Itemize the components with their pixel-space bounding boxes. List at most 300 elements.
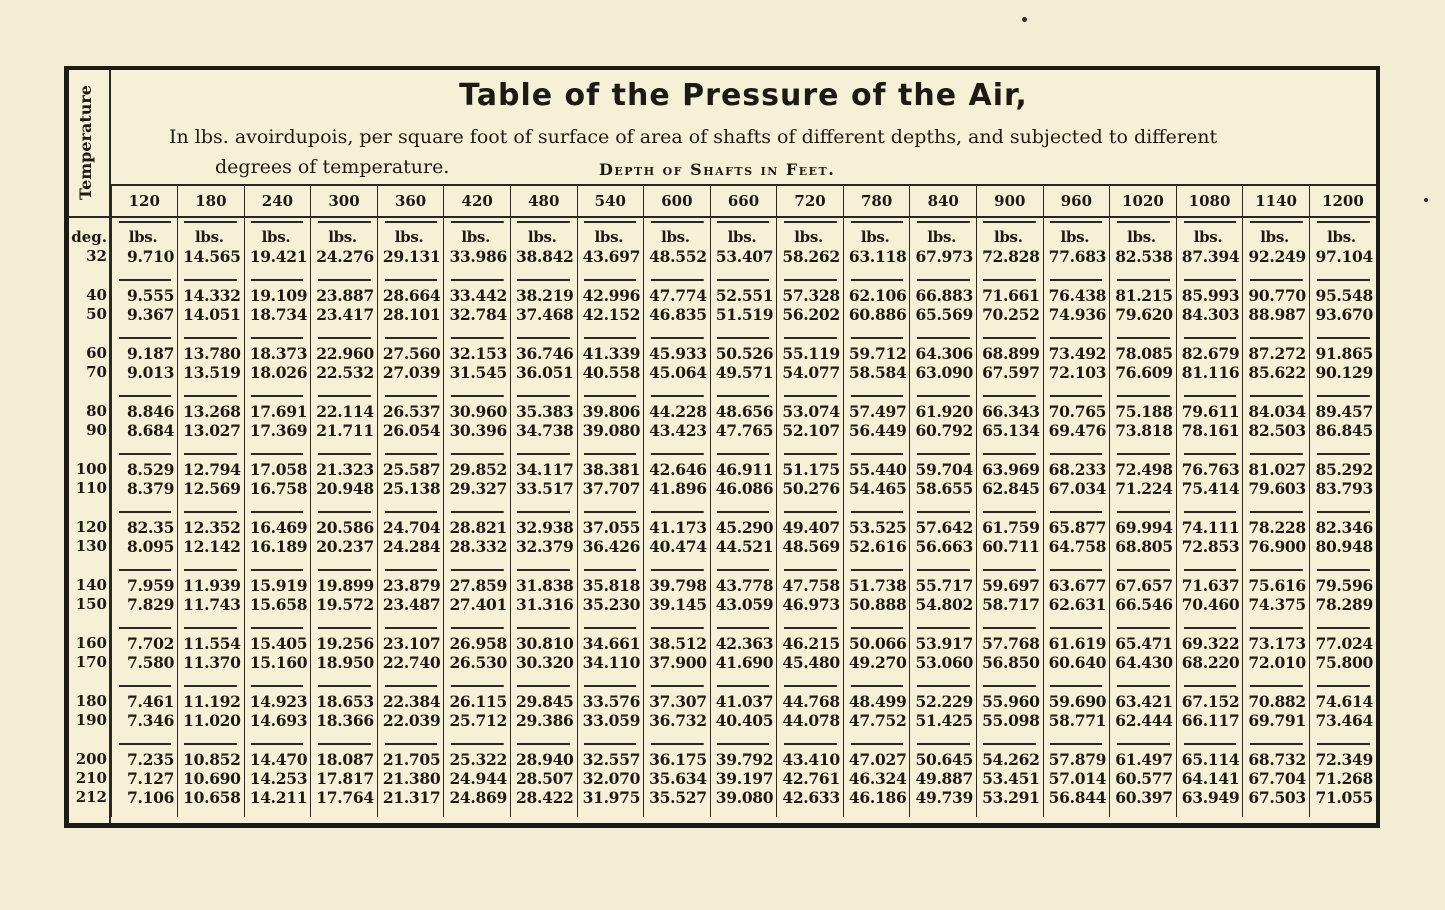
pressure-cell: 10.852 xyxy=(178,740,245,769)
pressure-cell: 60.886 xyxy=(843,305,910,334)
pressure-cell: 21.380 xyxy=(377,769,444,788)
pressure-cell: 11.370 xyxy=(178,653,245,682)
pressure-cell: 49.887 xyxy=(910,769,977,788)
pressure-cell: 34.738 xyxy=(510,421,577,450)
pressure-cell: 61.920 xyxy=(910,392,977,421)
pressure-cell: 18.087 xyxy=(311,740,378,769)
temperature-label: Temperature xyxy=(76,85,95,200)
pressure-cell: 43.410 xyxy=(777,740,844,769)
pressure-cell: 18.366 xyxy=(311,711,378,740)
pressure-cell: 67.973 xyxy=(910,247,977,276)
pressure-cell: 39.145 xyxy=(644,595,711,624)
pressure-cell: 54.465 xyxy=(843,479,910,508)
pressure-cell: 59.697 xyxy=(977,566,1044,595)
pressure-cell: 13.780 xyxy=(178,334,245,363)
pressure-cell: 50.066 xyxy=(843,624,910,653)
pressure-cell: 62.845 xyxy=(977,479,1044,508)
pressure-cell: 17.817 xyxy=(311,769,378,788)
pressure-cell: 13.268 xyxy=(178,392,245,421)
pressure-cell: 76.900 xyxy=(1243,537,1310,566)
pressure-cell: 45.064 xyxy=(644,363,711,392)
table-row xyxy=(69,363,1376,392)
pressure-cell: 54.262 xyxy=(977,740,1044,769)
pressure-cell: 73.492 xyxy=(1043,334,1110,363)
pressure-cell: 71.661 xyxy=(977,276,1044,305)
pressure-cell: 63.090 xyxy=(910,363,977,392)
pressure-cell: 31.545 xyxy=(444,363,511,392)
pressure-cell: 14.332 xyxy=(178,276,245,305)
pressure-cell: 31.838 xyxy=(510,566,577,595)
pressure-cell: 70.765 xyxy=(1043,392,1110,421)
pressure-cell: 36.426 xyxy=(577,537,644,566)
pressure-cell: 44.768 xyxy=(777,682,844,711)
pressure-cell: 62.444 xyxy=(1110,711,1177,740)
pressure-cell: 76.438 xyxy=(1043,276,1110,305)
depth-column-header: 180 xyxy=(178,186,245,217)
header-corner xyxy=(69,186,111,217)
pressure-cell: 32.557 xyxy=(577,740,644,769)
pressure-cell: 26.530 xyxy=(444,653,511,682)
units-row xyxy=(69,217,1376,247)
pressure-cell: 19.421 xyxy=(244,247,311,276)
pressure-cell: 46.324 xyxy=(843,769,910,788)
pressure-cell: 88.987 xyxy=(1243,305,1310,334)
pressure-cell: 28.664 xyxy=(377,276,444,305)
pressure-cell: 53.074 xyxy=(777,392,844,421)
pressure-cell: 21.317 xyxy=(377,788,444,817)
pressure-cell: 32.784 xyxy=(444,305,511,334)
pressure-cell: 51.519 xyxy=(710,305,777,334)
pressure-cell: 46.911 xyxy=(710,450,777,479)
pressure-cell: 22.740 xyxy=(377,653,444,682)
value-unit: lbs. xyxy=(244,217,311,247)
pressure-cell: 44.228 xyxy=(644,392,711,421)
table-row xyxy=(69,740,1376,769)
pressure-cell: 87.272 xyxy=(1243,334,1310,363)
depth-column-header: 480 xyxy=(510,186,577,217)
pressure-cell: 62.106 xyxy=(843,276,910,305)
pressure-cell: 18.734 xyxy=(244,305,311,334)
pressure-cell: 84.034 xyxy=(1243,392,1310,421)
pressure-cell: 14.470 xyxy=(244,740,311,769)
pressure-cell: 9.013 xyxy=(111,363,178,392)
pressure-cell: 73.818 xyxy=(1110,421,1177,450)
pressure-cell: 29.845 xyxy=(510,682,577,711)
pressure-cell: 35.230 xyxy=(577,595,644,624)
pressure-cell: 30.810 xyxy=(510,624,577,653)
pressure-cell: 71.637 xyxy=(1176,566,1243,595)
temperature-cell: 130 xyxy=(69,537,111,566)
depth-column-header: 780 xyxy=(843,186,910,217)
pressure-cell: 21.711 xyxy=(311,421,378,450)
pressure-cell: 64.430 xyxy=(1110,653,1177,682)
pressure-cell: 38.842 xyxy=(510,247,577,276)
table-row xyxy=(69,788,1376,817)
pressure-cell: 37.307 xyxy=(644,682,711,711)
temp-unit: deg. xyxy=(69,217,111,247)
pressure-cell: 51.738 xyxy=(843,566,910,595)
pressure-cell: 26.537 xyxy=(377,392,444,421)
pressure-cell: 53.525 xyxy=(843,508,910,537)
depth-column-header: 1140 xyxy=(1243,186,1310,217)
pressure-cell: 7.346 xyxy=(111,711,178,740)
temperature-cell: 60 xyxy=(69,334,111,363)
value-unit: lbs. xyxy=(1309,217,1376,247)
pressure-cell: 64.758 xyxy=(1043,537,1110,566)
pressure-cell: 34.117 xyxy=(510,450,577,479)
pressure-cell: 52.107 xyxy=(777,421,844,450)
pressure-cell: 80.948 xyxy=(1309,537,1376,566)
pressure-cell: 53.407 xyxy=(710,247,777,276)
pressure-cell: 59.704 xyxy=(910,450,977,479)
depth-column-header: 840 xyxy=(910,186,977,217)
pressure-cell: 40.558 xyxy=(577,363,644,392)
pressure-cell: 82.503 xyxy=(1243,421,1310,450)
pressure-cell: 28.101 xyxy=(377,305,444,334)
pressure-cell: 53.060 xyxy=(910,653,977,682)
pressure-cell: 68.233 xyxy=(1043,450,1110,479)
pressure-cell: 58.584 xyxy=(843,363,910,392)
pressure-cell: 12.569 xyxy=(178,479,245,508)
pressure-cell: 72.853 xyxy=(1176,537,1243,566)
pressure-cell: 56.844 xyxy=(1043,788,1110,817)
pressure-cell: 92.249 xyxy=(1243,247,1310,276)
pressure-cell: 50.645 xyxy=(910,740,977,769)
pressure-cell: 21.323 xyxy=(311,450,378,479)
pressure-cell: 66.546 xyxy=(1110,595,1177,624)
pressure-cell: 14.211 xyxy=(244,788,311,817)
table-frame xyxy=(64,66,1380,828)
pressure-cell: 42.633 xyxy=(777,788,844,817)
pressure-cell: 7.702 xyxy=(111,624,178,653)
pressure-cell: 11.554 xyxy=(178,624,245,653)
pressure-cell: 74.936 xyxy=(1043,305,1110,334)
pressure-cell: 40.405 xyxy=(710,711,777,740)
pressure-cell: 38.512 xyxy=(644,624,711,653)
pressure-cell: 78.289 xyxy=(1309,595,1376,624)
pressure-cell: 33.442 xyxy=(444,276,511,305)
value-unit: lbs. xyxy=(910,217,977,247)
pressure-cell: 15.160 xyxy=(244,653,311,682)
pressure-cell: 39.080 xyxy=(577,421,644,450)
pressure-cell: 24.276 xyxy=(311,247,378,276)
pressure-cell: 29.131 xyxy=(377,247,444,276)
pressure-cell: 39.798 xyxy=(644,566,711,595)
pressure-cell: 13.519 xyxy=(178,363,245,392)
pressure-cell: 7.829 xyxy=(111,595,178,624)
pressure-cell: 8.846 xyxy=(111,392,178,421)
depth-column-header: 1200 xyxy=(1309,186,1376,217)
pressure-cell: 78.228 xyxy=(1243,508,1310,537)
pressure-cell: 7.127 xyxy=(111,769,178,788)
pressure-cell: 34.110 xyxy=(577,653,644,682)
pressure-cell: 12.142 xyxy=(178,537,245,566)
pressure-cell: 43.059 xyxy=(710,595,777,624)
print-speck xyxy=(1424,198,1428,202)
pressure-cell: 60.711 xyxy=(977,537,1044,566)
pressure-cell: 32.153 xyxy=(444,334,511,363)
pressure-cell: 76.609 xyxy=(1110,363,1177,392)
pressure-cell: 67.704 xyxy=(1243,769,1310,788)
pressure-cell: 46.973 xyxy=(777,595,844,624)
pressure-cell: 26.115 xyxy=(444,682,511,711)
pressure-cell: 53.917 xyxy=(910,624,977,653)
pressure-cell: 71.224 xyxy=(1110,479,1177,508)
pressure-cell: 58.771 xyxy=(1043,711,1110,740)
pressure-cell: 85.622 xyxy=(1243,363,1310,392)
pressure-cell: 36.175 xyxy=(644,740,711,769)
pressure-cell: 41.896 xyxy=(644,479,711,508)
pressure-cell: 48.552 xyxy=(644,247,711,276)
pressure-cell: 7.235 xyxy=(111,740,178,769)
pressure-cell: 25.138 xyxy=(377,479,444,508)
pressure-cell: 20.948 xyxy=(311,479,378,508)
pressure-cell: 14.253 xyxy=(244,769,311,788)
pressure-cell: 50.526 xyxy=(710,334,777,363)
pressure-cell: 17.058 xyxy=(244,450,311,479)
pressure-cell: 10.690 xyxy=(178,769,245,788)
pressure-cell: 33.517 xyxy=(510,479,577,508)
pressure-cell: 71.268 xyxy=(1309,769,1376,788)
pressure-cell: 39.792 xyxy=(710,740,777,769)
table-row xyxy=(69,276,1376,305)
pressure-cell: 35.383 xyxy=(510,392,577,421)
pressure-cell: 25.587 xyxy=(377,450,444,479)
pressure-cell: 46.215 xyxy=(777,624,844,653)
pressure-cell: 8.529 xyxy=(111,450,178,479)
pressure-cell: 47.027 xyxy=(843,740,910,769)
pressure-cell: 42.646 xyxy=(644,450,711,479)
pressure-cell: 22.960 xyxy=(311,334,378,363)
pressure-cell: 69.791 xyxy=(1243,711,1310,740)
pressure-cell: 81.116 xyxy=(1176,363,1243,392)
pressure-cell: 58.717 xyxy=(977,595,1044,624)
pressure-cell: 78.085 xyxy=(1110,334,1177,363)
pressure-cell: 63.677 xyxy=(1043,566,1110,595)
bleed-through-text xyxy=(100,8,1420,58)
pressure-cell: 28.940 xyxy=(510,740,577,769)
pressure-cell: 67.152 xyxy=(1176,682,1243,711)
pressure-cell: 20.237 xyxy=(311,537,378,566)
table-row xyxy=(69,711,1376,740)
pressure-cell: 39.806 xyxy=(577,392,644,421)
pressure-cell: 66.343 xyxy=(977,392,1044,421)
pressure-cell: 75.800 xyxy=(1309,653,1376,682)
temperature-cell: 110 xyxy=(69,479,111,508)
temperature-cell: 210 xyxy=(69,769,111,788)
pressure-cell: 31.975 xyxy=(577,788,644,817)
pressure-cell: 35.818 xyxy=(577,566,644,595)
pressure-cell: 37.055 xyxy=(577,508,644,537)
pressure-cell: 72.498 xyxy=(1110,450,1177,479)
pressure-cell: 45.290 xyxy=(710,508,777,537)
pressure-cell: 41.690 xyxy=(710,653,777,682)
pressure-cell: 22.039 xyxy=(377,711,444,740)
value-unit: lbs. xyxy=(111,217,178,247)
page-title: Table of the Pressure of the Air, xyxy=(459,78,1028,113)
pressure-cell: 22.114 xyxy=(311,392,378,421)
value-unit: lbs. xyxy=(178,217,245,247)
pressure-cell: 97.104 xyxy=(1309,247,1376,276)
pressure-cell: 24.284 xyxy=(377,537,444,566)
pressure-cell: 16.758 xyxy=(244,479,311,508)
pressure-table xyxy=(69,186,1376,817)
table-row xyxy=(69,392,1376,421)
value-unit: lbs. xyxy=(1243,217,1310,247)
pressure-cell: 59.690 xyxy=(1043,682,1110,711)
pressure-cell: 27.401 xyxy=(444,595,511,624)
pressure-cell: 15.405 xyxy=(244,624,311,653)
pressure-cell: 19.572 xyxy=(311,595,378,624)
pressure-cell: 26.958 xyxy=(444,624,511,653)
pressure-cell: 41.037 xyxy=(710,682,777,711)
pressure-cell: 65.877 xyxy=(1043,508,1110,537)
pressure-cell: 22.532 xyxy=(311,363,378,392)
pressure-cell: 66.883 xyxy=(910,276,977,305)
pressure-cell: 7.580 xyxy=(111,653,178,682)
pressure-cell: 54.802 xyxy=(910,595,977,624)
pressure-cell: 90.129 xyxy=(1309,363,1376,392)
table-row xyxy=(69,421,1376,450)
table-row xyxy=(69,537,1376,566)
pressure-cell: 28.332 xyxy=(444,537,511,566)
value-unit: lbs. xyxy=(1043,217,1110,247)
pressure-cell: 16.189 xyxy=(244,537,311,566)
value-unit: lbs. xyxy=(577,217,644,247)
depth-column-header: 120 xyxy=(111,186,178,217)
temperature-cell: 100 xyxy=(69,450,111,479)
pressure-cell: 9.367 xyxy=(111,305,178,334)
pressure-cell: 56.663 xyxy=(910,537,977,566)
value-unit: lbs. xyxy=(1110,217,1177,247)
pressure-cell: 69.322 xyxy=(1176,624,1243,653)
table-row xyxy=(69,653,1376,682)
pressure-cell: 29.386 xyxy=(510,711,577,740)
pressure-cell: 73.464 xyxy=(1309,711,1376,740)
pressure-cell: 81.215 xyxy=(1110,276,1177,305)
table-row xyxy=(69,595,1376,624)
pressure-cell: 27.859 xyxy=(444,566,511,595)
pressure-cell: 21.705 xyxy=(377,740,444,769)
pressure-cell: 19.109 xyxy=(244,276,311,305)
pressure-cell: 51.175 xyxy=(777,450,844,479)
pressure-cell: 12.352 xyxy=(178,508,245,537)
pressure-cell: 44.078 xyxy=(777,711,844,740)
pressure-cell: 8.095 xyxy=(111,537,178,566)
pressure-cell: 28.422 xyxy=(510,788,577,817)
pressure-cell: 8.379 xyxy=(111,479,178,508)
pressure-cell: 76.763 xyxy=(1176,450,1243,479)
pressure-cell: 53.291 xyxy=(977,788,1044,817)
print-speck xyxy=(1022,17,1027,22)
temperature-cell: 50 xyxy=(69,305,111,334)
pressure-cell: 61.619 xyxy=(1043,624,1110,653)
value-unit: lbs. xyxy=(710,217,777,247)
pressure-cell: 24.704 xyxy=(377,508,444,537)
pressure-cell: 42.996 xyxy=(577,276,644,305)
depth-header-row xyxy=(69,186,1376,217)
table-row xyxy=(69,479,1376,508)
pressure-cell: 93.670 xyxy=(1309,305,1376,334)
pressure-cell: 27.560 xyxy=(377,334,444,363)
pressure-cell: 65.134 xyxy=(977,421,1044,450)
pressure-cell: 11.743 xyxy=(178,595,245,624)
table-row xyxy=(69,450,1376,479)
pressure-cell: 65.471 xyxy=(1110,624,1177,653)
pressure-cell: 9.710 xyxy=(111,247,178,276)
temperature-cell: 160 xyxy=(69,624,111,653)
pressure-cell: 36.732 xyxy=(644,711,711,740)
pressure-cell: 52.616 xyxy=(843,537,910,566)
pressure-cell: 72.103 xyxy=(1043,363,1110,392)
pressure-cell: 15.919 xyxy=(244,566,311,595)
pressure-cell: 63.949 xyxy=(1176,788,1243,817)
pressure-cell: 35.634 xyxy=(644,769,711,788)
pressure-cell: 42.363 xyxy=(710,624,777,653)
pressure-cell: 23.107 xyxy=(377,624,444,653)
value-unit: lbs. xyxy=(311,217,378,247)
pressure-cell: 57.642 xyxy=(910,508,977,537)
pressure-cell: 23.879 xyxy=(377,566,444,595)
pressure-cell: 43.697 xyxy=(577,247,644,276)
depth-column-header: 420 xyxy=(444,186,511,217)
pressure-cell: 28.507 xyxy=(510,769,577,788)
pressure-cell: 81.027 xyxy=(1243,450,1310,479)
pressure-cell: 15.658 xyxy=(244,595,311,624)
pressure-cell: 41.339 xyxy=(577,334,644,363)
pressure-cell: 47.758 xyxy=(777,566,844,595)
pressure-cell: 49.270 xyxy=(843,653,910,682)
pressure-cell: 65.114 xyxy=(1176,740,1243,769)
pressure-cell: 34.661 xyxy=(577,624,644,653)
pressure-cell: 14.693 xyxy=(244,711,311,740)
pressure-cell: 89.457 xyxy=(1309,392,1376,421)
pressure-cell: 86.845 xyxy=(1309,421,1376,450)
temperature-cell: 32 xyxy=(69,247,111,276)
pressure-cell: 64.306 xyxy=(910,334,977,363)
pressure-cell: 39.080 xyxy=(710,788,777,817)
temperature-cell: 80 xyxy=(69,392,111,421)
pressure-cell: 39.197 xyxy=(710,769,777,788)
pressure-cell: 74.375 xyxy=(1243,595,1310,624)
pressure-cell: 79.620 xyxy=(1110,305,1177,334)
pressure-cell: 20.586 xyxy=(311,508,378,537)
pressure-cell: 82.346 xyxy=(1309,508,1376,537)
value-unit: lbs. xyxy=(644,217,711,247)
pressure-cell: 57.497 xyxy=(843,392,910,421)
pressure-cell: 69.476 xyxy=(1043,421,1110,450)
pressure-cell: 55.098 xyxy=(977,711,1044,740)
pressure-cell: 25.322 xyxy=(444,740,511,769)
pressure-cell: 82.35 xyxy=(111,508,178,537)
pressure-cell: 61.759 xyxy=(977,508,1044,537)
depth-column-header: 540 xyxy=(577,186,644,217)
pressure-cell: 11.192 xyxy=(178,682,245,711)
table-row xyxy=(69,566,1376,595)
pressure-cell: 36.051 xyxy=(510,363,577,392)
subtitle-line-2: degrees of temperature. xyxy=(215,156,450,178)
pressure-cell: 18.373 xyxy=(244,334,311,363)
pressure-cell: 24.869 xyxy=(444,788,511,817)
pressure-cell: 95.548 xyxy=(1309,276,1376,305)
pressure-cell: 73.173 xyxy=(1243,624,1310,653)
pressure-cell: 77.024 xyxy=(1309,624,1376,653)
pressure-cell: 43.423 xyxy=(644,421,711,450)
temperature-cell: 170 xyxy=(69,653,111,682)
pressure-cell: 68.732 xyxy=(1243,740,1310,769)
pressure-cell: 53.451 xyxy=(977,769,1044,788)
pressure-cell: 45.933 xyxy=(644,334,711,363)
